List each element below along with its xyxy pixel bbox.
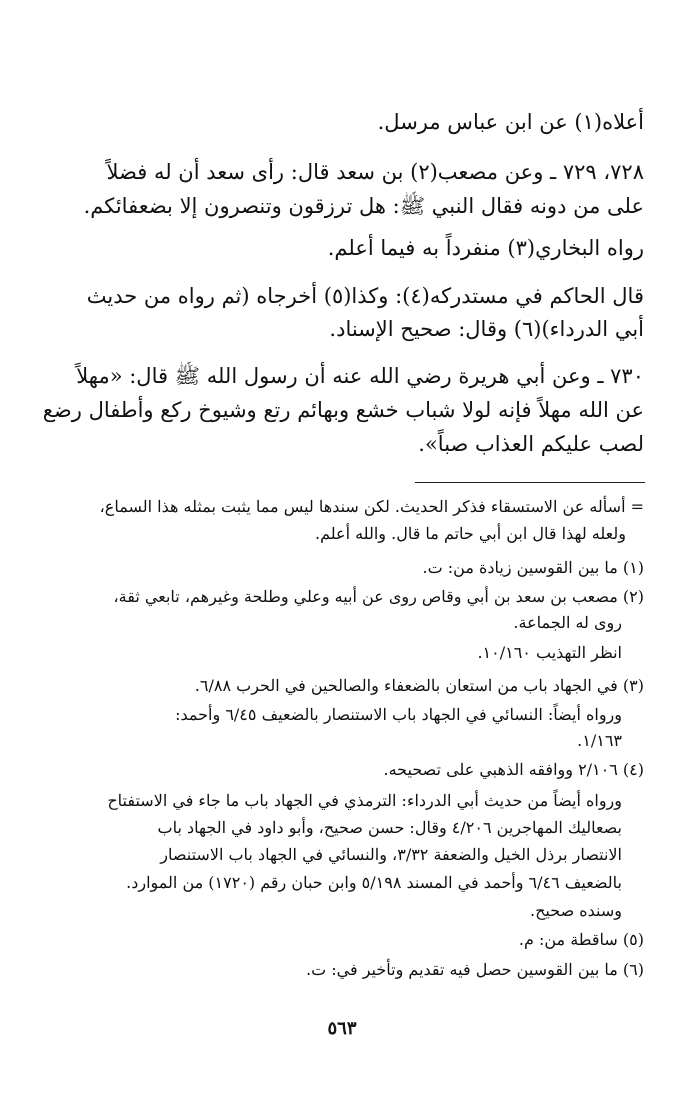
footnote-line-9: ١/١٦٣.	[577, 731, 622, 750]
footnote-line-17: (٦) ما بين القوسين حصل فيه تقديم وتأخير في: ت.	[306, 960, 644, 979]
footnote-line-12: بصعاليك المهاجرين ٤/٢٠٦ وقال: حسن صحيح، وأبو داود في الجهاد باب	[157, 818, 622, 837]
footnote-line-13: الانتصار برذل الخيل والضعفة ٣/٣٢، والنسائي في الجهاد باب الاستنصار	[160, 845, 622, 864]
footnote-line-14: بالضعيف ٦/٤٦ وأحمد في المسند ٥/١٩٨ وابن حبان رقم (١٧٢٠) من الموارد.	[126, 873, 622, 892]
footnote-line-8: ورواه أيضاً: النسائي في الجهاد باب الاستنصار بالضعيف ٦/٤٥ وأحمد:	[175, 705, 622, 724]
main-line-9: لصب عليكم العذاب صباً».	[418, 432, 644, 456]
footnote-line-5: روى له الجماعة.	[513, 613, 622, 632]
footnote-divider	[415, 482, 645, 483]
footnote-line-11: ورواه أيضاً من حديث أبي الدرداء: الترمذي في الجهاد باب ما جاء في الاستفتاح	[107, 791, 622, 810]
main-line-6: أبي الدرداء)(٦) وقال: صحيح الإسناد.	[329, 317, 644, 341]
footnote-line-2: ولعله لهذا قال ابن أبي حاتم ما قال. والله أعلم.	[314, 524, 626, 543]
footnote-line-15: وسنده صحيح.	[530, 901, 622, 920]
main-line-8: عن الله مهلاً فإنه لولا شباب خشع وبهائم رتع وشيوخ ركع وأطفال رضع	[42, 398, 644, 422]
main-line-5: قال الحاكم في مستدركه(٤): وكذا(٥) أخرجاه (ثم رواه من حديث	[86, 284, 644, 308]
main-line-2: ٧٢٨، ٧٢٩ ـ وعن مصعب(٢) بن سعد قال: رأى سعد أن له فضلاً	[106, 160, 644, 184]
footnote-line-1: = أسأله عن الاستسقاء فذكر الحديث. لكن سندها ليس مما يثبت بمثله هذا السماع،	[99, 497, 644, 516]
footnote-line-4: (٢) مصعب بن سعد بن أبي وقاص روى عن أبيه وعلي وطلحة وغيرهم، تابعي ثقة،	[113, 587, 644, 606]
footnote-line-16: (٥) ساقطة من: م.	[518, 930, 644, 949]
main-line-7: ٧٣٠ ـ وعن أبي هريرة رضي الله عنه أن رسول الله ﷺ قال: «مهلاً	[76, 364, 644, 388]
footnote-line-10: (٤) ٢/١٠٦ ووافقه الذهبي على تصحيحه.	[383, 760, 644, 779]
footnote-line-7: (٣) في الجهاد باب من استعان بالضعفاء والصالحين في الحرب ٦/٨٨.	[194, 676, 644, 695]
main-line-4: رواه البخاري(٣) منفرداً به فيما أعلم.	[327, 236, 644, 260]
main-line-1: أعلاه(١) عن ابن عباس مرسل.	[377, 110, 644, 134]
footnote-line-6: انظر التهذيب ١٠/١٦٠.	[477, 643, 622, 662]
page-number: ٥٦٣	[327, 1018, 357, 1039]
footnote-line-3: (١) ما بين القوسين زيادة من: ت.	[422, 558, 644, 577]
main-line-3: على من دونه فقال النبي ﷺ: هل ترزقون وتنصرون إلا بضعفائكم.	[83, 194, 644, 218]
